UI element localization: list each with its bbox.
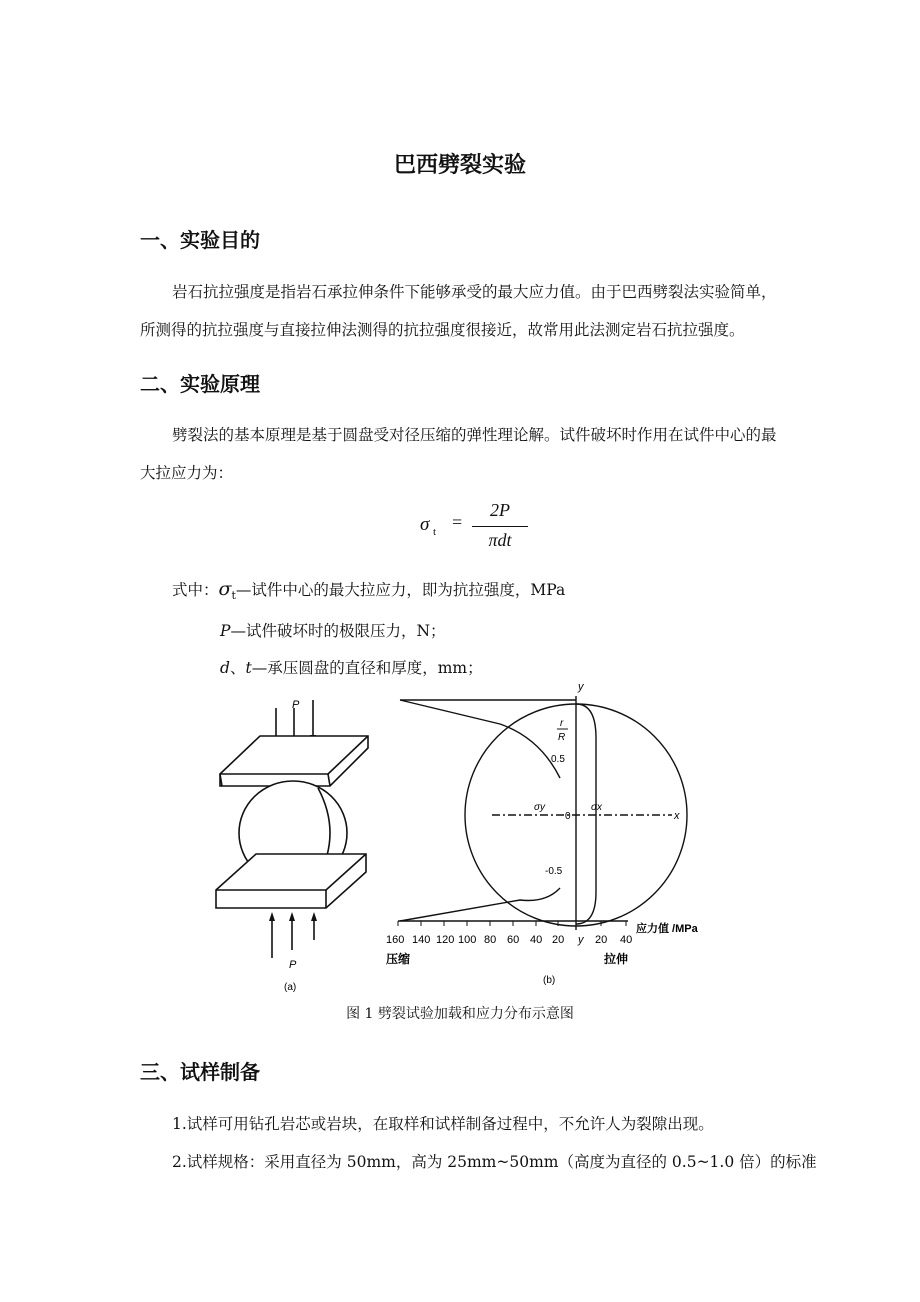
- sigma-x-label: σx: [591, 802, 603, 813]
- page-title: 巴西劈裂实验: [393, 153, 526, 178]
- formula-numerator: 2P: [490, 500, 510, 520]
- fraction-bar: [472, 526, 528, 527]
- bottom-axis-tick-labels: [386, 934, 632, 946]
- x-center-y-label: y: [578, 934, 584, 946]
- formula-sigma-sub: t: [433, 526, 437, 538]
- definition-sigma-text: —试件中心的最大拉应力，即为抗拉强度，MPa: [235, 581, 566, 599]
- definition-p-symbol: P: [220, 622, 231, 640]
- x-tick-160: 160: [386, 934, 405, 946]
- load-label-top: P: [292, 699, 300, 711]
- definition-dt: [220, 656, 483, 678]
- compression-label: 压缩: [386, 952, 411, 966]
- principle-paragraph: 劈裂法的基本原理是基于圆盘受对径压缩的弹性理论解。试件破坏时作用在试件中心的最大拉应力为：: [140, 426, 777, 482]
- formula-equals: =: [452, 512, 463, 532]
- formula-sigma: σ: [420, 514, 430, 535]
- panel-b-label: (b): [543, 975, 556, 986]
- x-tick-40: 40: [530, 934, 543, 946]
- x-tick-140: 140: [412, 934, 431, 946]
- x-tick-100: 100: [458, 934, 477, 946]
- y-tick-0: 0: [565, 811, 571, 822]
- purpose-paragraph: 岩石抗拉强度是指岩石承拉伸条件下能够承受的最大应力值。由于巴西劈裂法实验简单，所测得的抗拉强度与直接拉伸法测得的抗拉强度很接近，故常用此法测定岩石抗拉强度。: [140, 283, 777, 339]
- definition-sigma-sub: t: [231, 589, 236, 603]
- x-tick-120: 120: [436, 934, 455, 946]
- y-tick-neg-0-5: -0.5: [545, 866, 563, 877]
- definition-p: [220, 619, 446, 641]
- definition-d-symbol: d: [220, 659, 230, 677]
- x-tick-right-40: 40: [620, 934, 633, 946]
- y-axis-label-top: y: [578, 681, 584, 693]
- tensile-strength-formula: [420, 500, 540, 560]
- sigma-y-label: σy: [534, 802, 546, 813]
- definition-intro: 式中：: [172, 581, 219, 599]
- definition-dt-text: —承压圆盘的直径和厚度，mm；: [251, 659, 483, 677]
- x-tick-60: 60: [507, 934, 520, 946]
- x-axis-label: x: [674, 810, 680, 822]
- sample-prep-item-1: 1.试样可用钻孔岩芯或岩块，在取样和试样制备过程中，不允许人为裂隙出现。: [172, 1115, 714, 1133]
- x-tick-20: 20: [552, 934, 565, 946]
- figure-caption: 图 1 劈裂试验加载和应力分布示意图: [346, 1006, 574, 1022]
- r-over-R-denominator: R: [558, 732, 566, 743]
- section-heading-principle: 二、实验原理: [140, 372, 260, 396]
- panel-a-loading-diagram: [216, 700, 368, 958]
- splitting-test-figure: [0, 678, 920, 998]
- definition-t-symbol: t: [245, 659, 252, 677]
- definition-sigma-symbol: σ: [218, 578, 232, 600]
- x-tick-80: 80: [484, 934, 497, 946]
- tension-label: 拉伸: [604, 952, 629, 966]
- x-tick-right-20: 20: [595, 934, 608, 946]
- panel-a-label: (a): [284, 982, 297, 993]
- section-heading-sample-prep: 三、试样制备: [140, 1060, 260, 1084]
- stress-unit-label: 应力值 /MPa: [636, 923, 698, 935]
- formula-denominator: πdt: [488, 530, 512, 550]
- load-label-bottom: P: [289, 959, 297, 971]
- section-heading-purpose: 一、实验目的: [140, 228, 260, 252]
- definition-sigma: [172, 578, 565, 602]
- definition-separator: 、: [229, 659, 246, 677]
- y-tick-0-5: 0.5: [551, 754, 565, 765]
- definition-p-text: —试件破坏时的极限压力，N；: [230, 622, 446, 640]
- sample-prep-item-2: 2.试样规格：采用直径为 50mm，高为 25mm~50mm（高度为直径的 0.5~1.0 倍）的标准: [172, 1153, 817, 1171]
- panel-b-stress-distribution: [398, 696, 687, 930]
- r-over-R-numerator: r: [560, 718, 564, 729]
